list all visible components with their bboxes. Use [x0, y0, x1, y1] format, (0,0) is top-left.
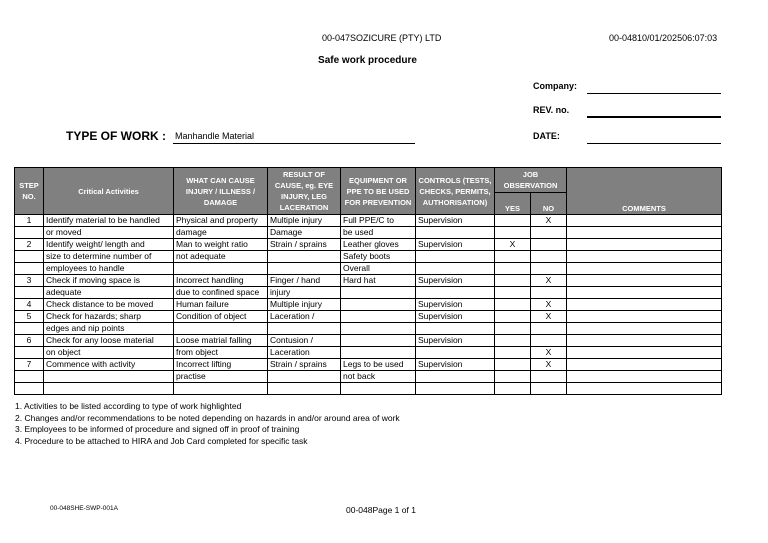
controls-cell	[416, 263, 495, 275]
step-no-cell	[15, 347, 44, 359]
cause-cell	[174, 263, 268, 275]
controls-cell	[416, 323, 495, 335]
cause-cell: due to confined space	[174, 287, 268, 299]
comments-cell	[567, 371, 722, 383]
footer-page-number: 00-048Page 1 of 1	[346, 505, 416, 515]
table-row	[15, 323, 722, 335]
table-row	[15, 311, 722, 323]
note-item: 3. Employees to be informed of procedure and signed off in proof of training	[15, 424, 300, 434]
result-cell: Contusion /	[268, 335, 341, 347]
table-row	[15, 227, 722, 239]
activity-cell: Commence with activity	[44, 359, 174, 371]
controls-cell	[416, 371, 495, 383]
activity-cell: Identify material to be handled	[44, 215, 174, 227]
no-cell	[531, 371, 567, 383]
step-no-cell: 3	[15, 275, 44, 287]
yes-cell	[495, 275, 531, 287]
header-critical-activities: Critical Activities	[44, 168, 174, 215]
controls-cell: Supervision	[416, 335, 495, 347]
equipment-cell: be used	[341, 227, 416, 239]
equipment-cell: Legs to be used	[341, 359, 416, 371]
yes-cell	[495, 359, 531, 371]
comments-cell	[567, 239, 722, 251]
yes-cell	[495, 251, 531, 263]
controls-cell: Supervision	[416, 311, 495, 323]
table-row	[15, 347, 722, 359]
header-step-no: STEP NO.	[15, 168, 44, 215]
cause-cell	[174, 383, 268, 395]
rev-label: REV. no.	[533, 105, 570, 115]
note-item: 4. Procedure to be attached to HIRA and Job Card completed for specific task	[15, 435, 308, 446]
no-cell	[531, 383, 567, 395]
no-cell	[531, 239, 567, 251]
equipment-cell	[341, 323, 416, 335]
controls-cell	[416, 287, 495, 299]
controls-cell	[416, 347, 495, 359]
header-equipment-ppe: EQUIPMENT OR PPE TO BE USED FOR PREVENTION	[341, 168, 416, 215]
table-row	[15, 239, 722, 251]
controls-cell: Supervision	[416, 239, 495, 251]
type-of-work-line	[173, 143, 415, 144]
no-cell: X	[531, 215, 567, 227]
step-no-cell	[15, 227, 44, 239]
date-field-line[interactable]	[587, 143, 721, 144]
notes-list	[15, 401, 400, 447]
comments-cell	[567, 227, 722, 239]
type-of-work-label: TYPE OF WORK :	[66, 129, 166, 143]
table-row	[15, 251, 722, 263]
header-job-observation: JOB OBSERVATION	[495, 168, 567, 193]
cause-cell: Incorrect handling	[174, 275, 268, 287]
comments-cell	[567, 251, 722, 263]
step-no-cell: 5	[15, 311, 44, 323]
no-cell	[531, 335, 567, 347]
result-cell: Laceration	[268, 347, 341, 359]
comments-cell	[567, 215, 722, 227]
controls-cell	[416, 251, 495, 263]
activity-cell: on object	[44, 347, 174, 359]
comments-cell	[567, 311, 722, 323]
equipment-cell	[341, 383, 416, 395]
result-cell: Multiple injury	[268, 299, 341, 311]
result-cell	[268, 323, 341, 335]
activity-cell	[44, 383, 174, 395]
cause-cell: not adequate	[174, 251, 268, 263]
table-row	[15, 263, 722, 275]
rev-field-line[interactable]	[587, 116, 721, 118]
table-row	[15, 383, 722, 395]
result-cell: Damage	[268, 227, 341, 239]
header-yes: YES	[495, 193, 531, 215]
cause-cell: Incorrect lifting	[174, 359, 268, 371]
comments-cell	[567, 359, 722, 371]
controls-cell	[416, 227, 495, 239]
step-no-cell: 1	[15, 215, 44, 227]
no-cell: X	[531, 299, 567, 311]
cause-cell	[174, 323, 268, 335]
header-no: NO	[531, 193, 567, 215]
no-cell	[531, 251, 567, 263]
controls-cell: Supervision	[416, 275, 495, 287]
header-comments: COMMENTS	[567, 168, 722, 215]
header-controls: CONTROLS (TESTS, CHECKS, PERMITS, AUTHORISATION)	[416, 168, 495, 215]
yes-cell	[495, 371, 531, 383]
date-label: DATE:	[533, 131, 560, 141]
note-item: 2. Changes and/or recommendations to be noted depending on hazards in and/or around area of work	[15, 412, 400, 423]
activity-cell: Check distance to be moved	[44, 299, 174, 311]
step-no-cell	[15, 263, 44, 275]
footer-doc-ref: 00-048SHE-SWP-001A	[50, 505, 118, 512]
step-no-cell: 6	[15, 335, 44, 347]
step-no-cell	[15, 323, 44, 335]
result-cell: Multiple injury	[268, 215, 341, 227]
table-row	[15, 215, 722, 227]
result-cell	[268, 263, 341, 275]
controls-cell: Supervision	[416, 359, 495, 371]
no-cell	[531, 227, 567, 239]
equipment-cell: Overall	[341, 263, 416, 275]
yes-cell	[495, 383, 531, 395]
result-cell: injury	[268, 287, 341, 299]
result-cell	[268, 251, 341, 263]
table-row	[15, 371, 722, 383]
result-cell	[268, 383, 341, 395]
activity-cell: employees to handle	[44, 263, 174, 275]
cause-cell: Loose matrial falling	[174, 335, 268, 347]
yes-cell	[495, 347, 531, 359]
step-no-cell	[15, 251, 44, 263]
comments-cell	[567, 323, 722, 335]
yes-cell	[495, 311, 531, 323]
step-no-cell: 4	[15, 299, 44, 311]
table-row	[15, 275, 722, 287]
comments-cell	[567, 263, 722, 275]
controls-cell	[416, 383, 495, 395]
equipment-cell	[341, 335, 416, 347]
header-what-can-cause: WHAT CAN CAUSE INJURY / ILLNESS / DAMAGE	[174, 168, 268, 215]
equipment-cell	[341, 287, 416, 299]
activity-cell: Check for any loose material	[44, 335, 174, 347]
result-cell: Strain / sprains	[268, 359, 341, 371]
company-name-header: 00-047SOZICURE (PTY) LTD	[322, 33, 442, 43]
cause-cell: Human failure	[174, 299, 268, 311]
no-cell	[531, 263, 567, 275]
yes-cell	[495, 299, 531, 311]
equipment-cell: not back	[341, 371, 416, 383]
comments-cell	[567, 287, 722, 299]
company-field-line[interactable]	[587, 93, 721, 94]
yes-cell	[495, 263, 531, 275]
activity-cell: or moved	[44, 227, 174, 239]
no-cell	[531, 287, 567, 299]
table-row	[15, 299, 722, 311]
step-no-cell	[15, 287, 44, 299]
equipment-cell	[341, 299, 416, 311]
equipment-cell: Hard hat	[341, 275, 416, 287]
activity-cell: Identify weight/ length and	[44, 239, 174, 251]
cause-cell: Physical and property	[174, 215, 268, 227]
table-row	[15, 287, 722, 299]
activity-cell: Check for hazards; sharp	[44, 311, 174, 323]
no-cell: X	[531, 275, 567, 287]
activity-cell: edges and nip points	[44, 323, 174, 335]
result-cell: Laceration /	[268, 311, 341, 323]
document-code: 00-04810/01/202506:07:03	[609, 33, 718, 43]
company-label: Company:	[533, 81, 578, 91]
step-no-cell: 7	[15, 359, 44, 371]
result-cell: Finger / hand	[268, 275, 341, 287]
comments-cell	[567, 347, 722, 359]
cause-cell: Man to weight ratio	[174, 239, 268, 251]
controls-cell: Supervision	[416, 215, 495, 227]
type-of-work-value[interactable]: Manhandle Material	[175, 131, 255, 141]
document-title: Safe work procedure	[318, 55, 417, 66]
activity-cell: Check if moving space is	[44, 275, 174, 287]
yes-cell	[495, 227, 531, 239]
table-row	[15, 335, 722, 347]
no-cell	[531, 323, 567, 335]
cause-cell: practise	[174, 371, 268, 383]
yes-cell	[495, 335, 531, 347]
controls-cell: Supervision	[416, 299, 495, 311]
activity-cell: adequate	[44, 287, 174, 299]
result-cell: Strain / sprains	[268, 239, 341, 251]
equipment-cell	[341, 347, 416, 359]
header-result-of-cause: RESULT OF CAUSE, eg. EYE INJURY, LEG LACERATION	[268, 168, 341, 215]
comments-cell	[567, 383, 722, 395]
no-cell: X	[531, 359, 567, 371]
equipment-cell: Safety boots	[341, 251, 416, 263]
activity-cell: size to determine number of	[44, 251, 174, 263]
yes-cell	[495, 215, 531, 227]
procedure-table	[14, 167, 722, 395]
table-row	[15, 359, 722, 371]
step-no-cell	[15, 383, 44, 395]
yes-cell	[495, 323, 531, 335]
equipment-cell: Leather gloves	[341, 239, 416, 251]
no-cell: X	[531, 347, 567, 359]
comments-cell	[567, 335, 722, 347]
cause-cell: Condition of object	[174, 311, 268, 323]
comments-cell	[567, 275, 722, 287]
cause-cell: from object	[174, 347, 268, 359]
step-no-cell	[15, 371, 44, 383]
activity-cell	[44, 371, 174, 383]
yes-cell	[495, 287, 531, 299]
no-cell: X	[531, 311, 567, 323]
yes-cell: X	[495, 239, 531, 251]
equipment-cell: Full PPE/C to	[341, 215, 416, 227]
comments-cell	[567, 299, 722, 311]
cause-cell: damage	[174, 227, 268, 239]
step-no-cell: 2	[15, 239, 44, 251]
equipment-cell	[341, 311, 416, 323]
result-cell	[268, 371, 341, 383]
note-item: 1. Activities to be listed according to type of work highlighted	[15, 401, 242, 411]
